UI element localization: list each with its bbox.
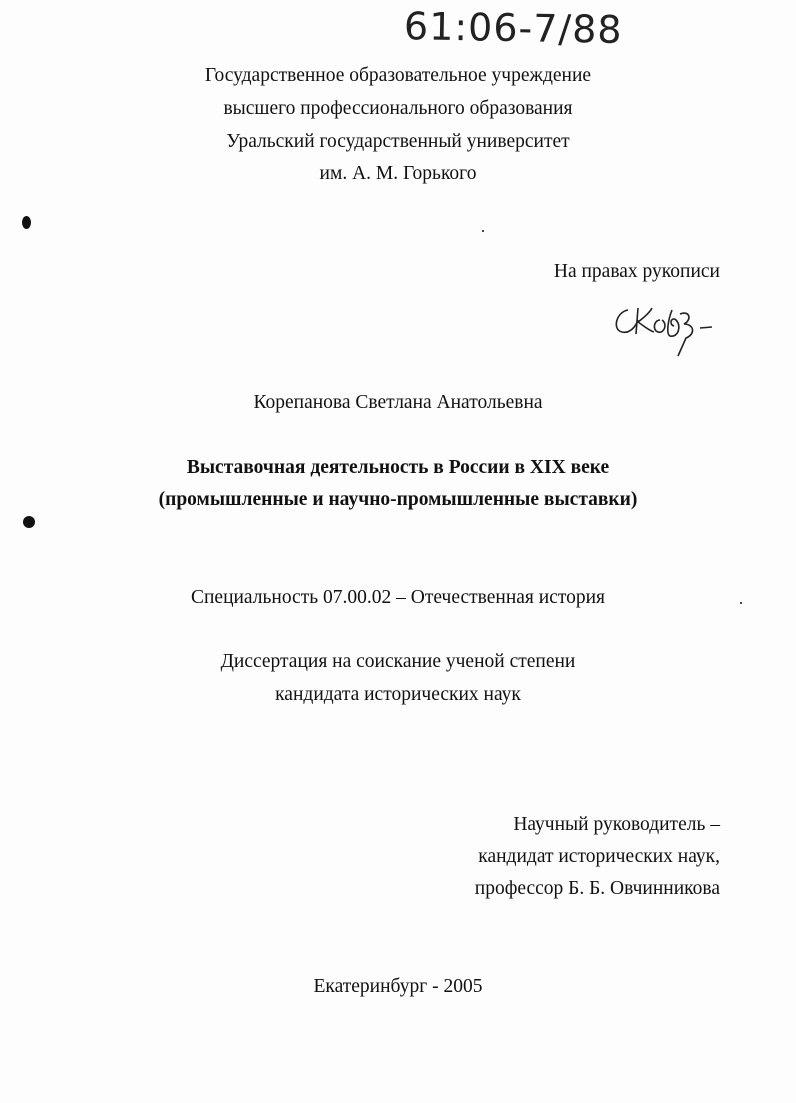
dissertation-line-2: кандидата исторических наук (275, 684, 521, 705)
signature (608, 290, 718, 360)
scan-speck (23, 516, 35, 528)
scan-speck (482, 230, 484, 232)
scan-speck (22, 216, 31, 229)
supervisor-line-3: профессор Б. Б. Овчинникова (474, 878, 720, 899)
institution-line-3: Уральский государственный университет (226, 131, 570, 152)
manuscript-note: На правах рукописи (553, 261, 720, 282)
dissertation-line-1: Диссертация на соискание ученой степени (220, 651, 576, 672)
city-year: Екатеринбург - 2005 (313, 976, 483, 997)
archive-number-handwritten: 61:06-7/88 (403, 4, 623, 52)
thesis-title-line-2: (промышленные и научно-промышленные выставки) (158, 489, 638, 510)
institution-line-4: им. А. М. Горького (319, 163, 477, 184)
institution-line-2: высшего профессионального образования (223, 98, 573, 119)
thesis-title-line-1: Выставочная деятельность в России в XIX веке (186, 457, 610, 478)
institution-line-1: Государственное образовательное учреждение (204, 65, 592, 86)
author-name: Корепанова Светлана Анатольевна (253, 392, 543, 413)
supervisor-line-1: Научный руководитель – (513, 814, 720, 835)
specialty: Специальность 07.00.02 – Отечественная история (190, 587, 606, 608)
supervisor-line-2: кандидат исторических наук, (478, 846, 720, 867)
